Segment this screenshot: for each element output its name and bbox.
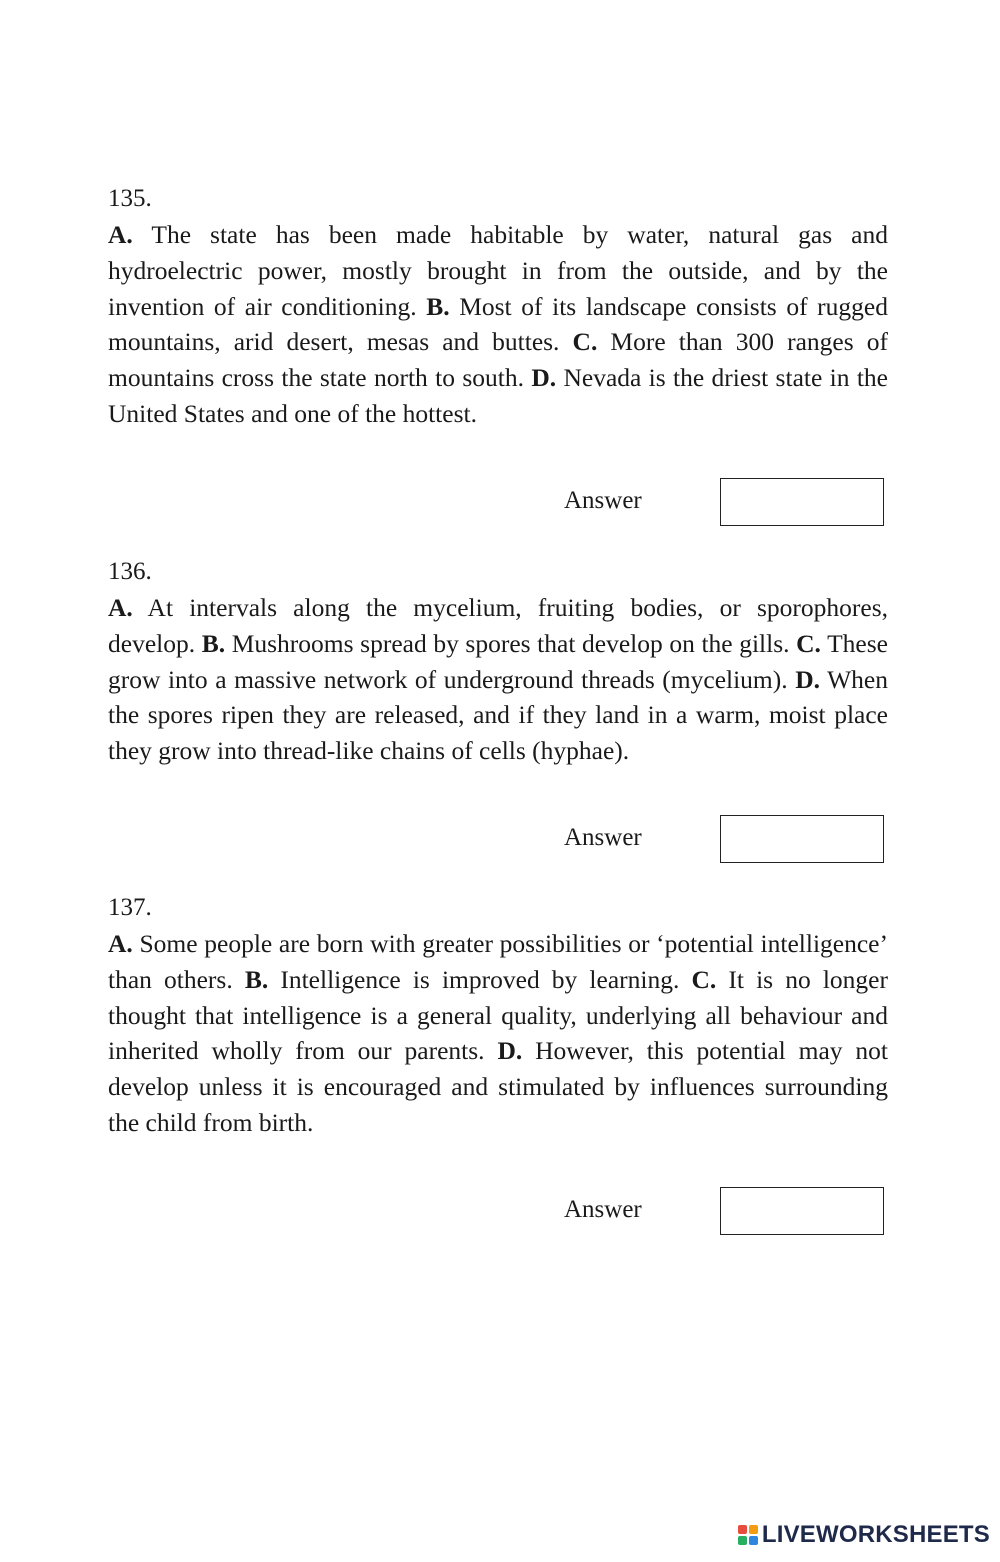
answer-label: Answer (564, 824, 642, 851)
option-letter-b: B. (426, 291, 450, 321)
option-text-c: It is no longer thought that intelligence is a general quality, underlying all behaviour and inherited wholly from our parents. (108, 964, 888, 1066)
answer-row-137 (108, 1187, 888, 1237)
option-letter-d: D. (531, 363, 557, 393)
logo-square-icon (738, 1525, 747, 1534)
option-letter-c: C. (572, 327, 598, 357)
answer-label: Answer (564, 1196, 642, 1223)
liveworksheets-icon (738, 1525, 758, 1545)
option-letter-a: A. (108, 929, 133, 958)
answer-label: Answer (564, 487, 642, 514)
answer-row-135 (108, 478, 888, 528)
question-number: 136. (108, 558, 152, 585)
option-text-d: However, this potential may not develop unless it is encouraged and stimulated by influences surrounding the child from birth. (108, 1036, 888, 1137)
question-135 (108, 181, 888, 432)
question-136 (108, 554, 888, 769)
option-text-a: Some people are born with greater possibilities or ‘potential intelligence’ than others. (108, 929, 888, 994)
option-letter-b: B. (201, 628, 226, 658)
liveworksheets-logo (738, 1520, 990, 1550)
question-137 (108, 890, 888, 1141)
question-text (108, 926, 888, 1141)
option-text-c: These grow into a massive network of underground threads (mycelium). (108, 628, 888, 694)
option-letter-a: A. (108, 593, 133, 622)
option-letter-d: D. (795, 664, 820, 694)
logo-square-icon (738, 1536, 747, 1545)
option-text-b: Mushrooms spread by spores that develop on the gills. (225, 628, 797, 658)
option-letter-c: C. (796, 628, 821, 658)
logo-square-icon (749, 1536, 758, 1545)
question-number: 135. (108, 185, 152, 212)
option-letter-c: C. (691, 964, 717, 994)
option-text-d: When the spores ripen they are released, and if they land in a warm, moist place they grow into thread-like chains of cells (hyphae). (108, 664, 888, 766)
option-text-a: The state has been made habitable by water, natural gas and hydroelectric power, mostly brought in from the outside, and by the invention of air conditioning. (108, 220, 888, 321)
option-letter-d: D. (497, 1036, 523, 1066)
option-text-d: Nevada is the driest state in the United States and one of the hottest. (108, 363, 888, 428)
answer-row-136 (108, 815, 888, 865)
answer-input-135[interactable] (720, 478, 884, 526)
question-number: 137. (108, 894, 152, 921)
option-text-c: More than 300 ranges of mountains cross the state north to south. (108, 327, 888, 393)
answer-input-136[interactable] (720, 815, 884, 863)
option-text-b: Intelligence is improved by learning. (268, 964, 692, 994)
option-text-b: Most of its landscape consists of rugged mountains, arid desert, mesas and buttes. (108, 291, 888, 357)
option-letter-a: A. (108, 220, 133, 249)
question-text (108, 217, 888, 432)
option-letter-b: B. (244, 964, 269, 994)
logo-square-icon (749, 1525, 758, 1534)
answer-input-137[interactable] (720, 1187, 884, 1235)
question-text (108, 590, 888, 769)
option-text-a: At intervals along the mycelium, fruiting bodies, or sporophores, develop. (108, 593, 888, 658)
brand-text: LIVEWORKSHEETS (761, 1521, 990, 1548)
